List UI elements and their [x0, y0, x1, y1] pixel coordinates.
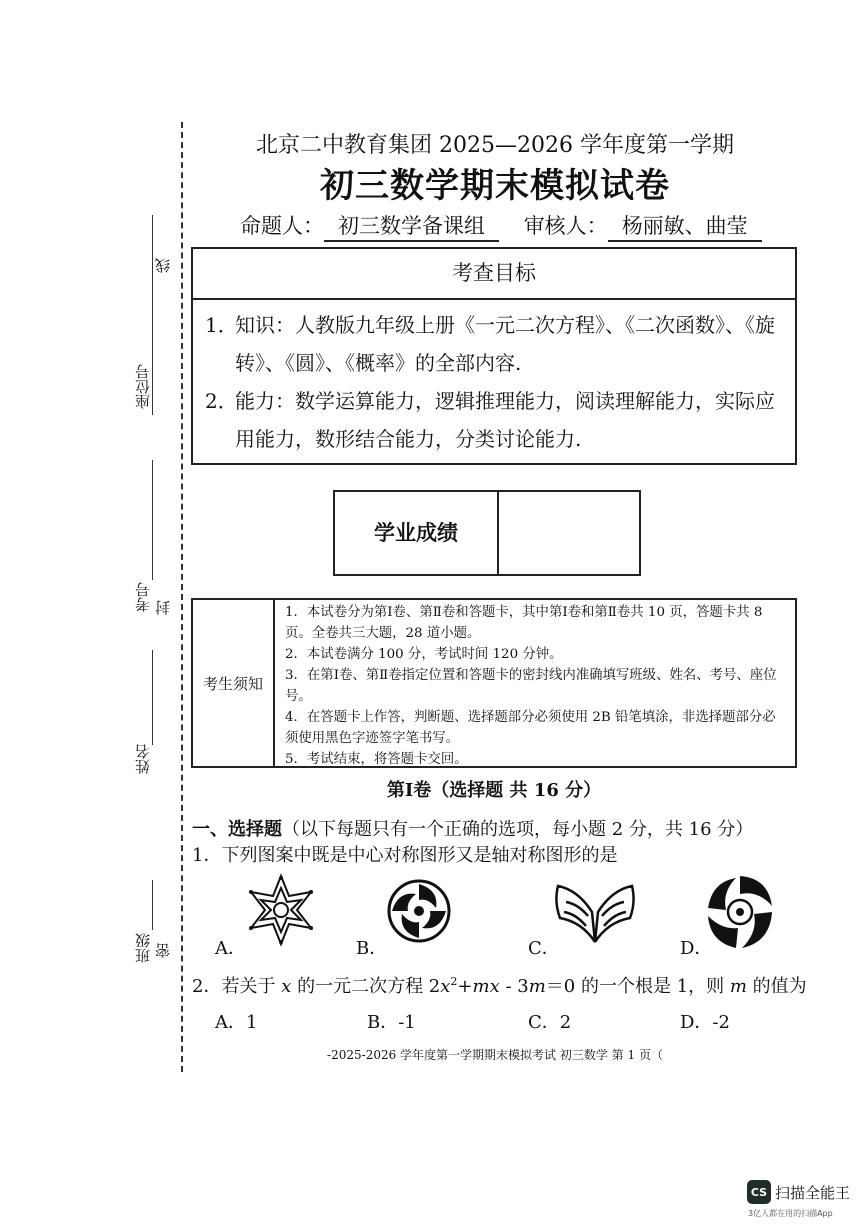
score-value[interactable]	[499, 492, 639, 574]
q1-option-b: B．	[356, 938, 388, 959]
q2-text-part: ＝0 的一个根是 1，则	[545, 976, 730, 997]
margin-name-label: 姓名	[134, 744, 152, 774]
q1-option-d: D．	[680, 938, 713, 959]
q2-eq-sup: 2	[450, 975, 458, 988]
margin-class-label: 班级	[134, 933, 152, 963]
q2-text-part: 2．若关于	[192, 976, 282, 997]
margin-exam-no-label: 考号	[134, 582, 152, 612]
q2-var-m: m	[729, 976, 747, 997]
q2-var-x: x	[281, 976, 292, 997]
page-footer: -2025-2026 学年度第一学期期末模拟考试 初三数学 第 1 页（	[327, 1048, 663, 1062]
pattern-c-icon	[552, 872, 638, 948]
q1-option-a: A．	[215, 938, 246, 959]
q2-text-part: 的值为	[746, 976, 807, 997]
q2-eq-m: m	[528, 976, 546, 997]
q2-option-c: C．2	[528, 1012, 572, 1033]
section-title: 第Ⅰ卷（选择题 共 16 分）	[386, 780, 602, 801]
objective-num: 1．	[205, 313, 238, 337]
question-2-text	[192, 972, 807, 998]
margin-seat-label: 座位号	[134, 364, 152, 409]
notice-box	[191, 598, 797, 768]
scanner-watermark	[747, 1180, 850, 1204]
objective-num: 2．	[205, 389, 238, 413]
reviewer-label: 审核人：	[523, 214, 608, 238]
q2-text-part: 的一元二次方程 2	[291, 976, 441, 997]
q2-option-a: A．1	[215, 1012, 258, 1033]
author-value: 初三数学备课组	[324, 210, 499, 242]
q2-eq-x: x	[440, 976, 451, 997]
question-group-heading	[192, 815, 753, 841]
pattern-b-icon	[384, 876, 454, 946]
question-group-instructions: （以下每题只有一个正确的选项，每小题 2 分，共 16 分）	[282, 819, 754, 840]
q2-option-d: D．-2	[680, 1012, 730, 1033]
scanner-app-name: 扫描全能王	[775, 1183, 851, 1202]
q2-option-b: B．-1	[367, 1012, 416, 1033]
notice-line: 2．本试卷满分 100 分，考试时间 120 分钟。	[285, 647, 563, 662]
notice-line: 5．考试结束，将答题卡交回。	[285, 752, 468, 767]
margin-xian: 线	[154, 258, 172, 273]
exam-title: 初三数学期末模拟试卷	[320, 166, 670, 206]
notice-body	[275, 600, 795, 766]
binding-dashed-line	[181, 122, 183, 1072]
objectives-box	[191, 247, 797, 465]
scanner-logo-icon: CS	[747, 1180, 771, 1204]
objective-item	[205, 382, 787, 458]
q1-option-c: C．	[528, 938, 560, 959]
margin-mi: 密	[154, 943, 172, 958]
scanner-tagline: 3亿人都在用的扫描App	[748, 1209, 833, 1218]
name-underline	[152, 650, 153, 745]
exam-no-underline	[152, 460, 153, 580]
notice-label: 考生须知	[193, 600, 275, 766]
notice-line: 4．在答题卡上作答，判断题、选择题部分必须使用 2B 铅笔填涂，非选择题部分必须使用黑色字迹签字笔书写。	[285, 710, 776, 746]
objective-item	[205, 306, 787, 382]
objective-text: 能力：数学运算能力，逻辑推理能力，阅读理解能力，实际应用能力，数形结合能力，分类讨论能力.	[235, 389, 775, 451]
objective-text: 知识：人教版九年级上册《一元二次方程》、《二次函数》、《旋转》、《圆》、《概率》的全部内容.	[235, 313, 775, 375]
reviewer-value: 杨丽敏、曲莹	[608, 210, 762, 242]
score-box	[333, 490, 641, 576]
score-label: 学业成绩	[335, 492, 499, 574]
q2-eq-plus: +	[457, 976, 473, 997]
objectives-heading: 考查目标	[193, 249, 795, 300]
q2-eq-mx: mx	[472, 976, 500, 997]
pattern-a-icon	[243, 872, 319, 948]
authors-line	[240, 210, 762, 242]
margin-feng: 封	[154, 600, 172, 615]
notice-line: 1．本试卷分为第Ⅰ卷、第Ⅱ卷和答题卡，其中第Ⅰ卷和第Ⅱ卷共 10 页，答题卡共 8 页。全卷共三大题，28 道小题。	[285, 605, 763, 641]
exam-school-line: 北京二中教育集团 2025—2026 学年度第一学期	[256, 133, 734, 158]
question-group-label: 一、选择题	[192, 819, 282, 840]
question-1-text: 1．下列图案中既是中心对称图形又是轴对称图形的是	[192, 845, 618, 866]
notice-line: 3．在第Ⅰ卷、第Ⅱ卷指定位置和答题卡的密封线内准确填写班级、姓名、考号、座位号。	[285, 668, 777, 704]
q2-eq-mid: - 3	[499, 976, 529, 997]
pattern-d-icon	[702, 872, 778, 952]
author-label: 命题人：	[240, 214, 324, 238]
class-underline	[152, 880, 153, 930]
